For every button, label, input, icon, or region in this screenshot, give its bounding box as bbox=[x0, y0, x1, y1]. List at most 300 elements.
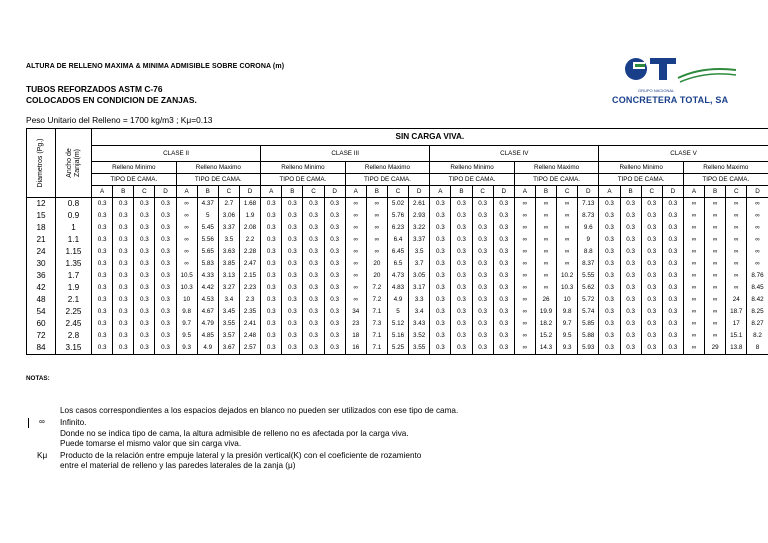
bedding-type-header: TIPO DE CAMA. bbox=[430, 174, 515, 186]
value-cell: 2.7 bbox=[218, 198, 239, 211]
bedding-letter: B bbox=[705, 186, 726, 198]
value-cell: 0.3 bbox=[155, 318, 176, 330]
value-cell: ∞ bbox=[535, 258, 556, 270]
trench-width-cell: 1.9 bbox=[56, 282, 92, 294]
subtitle-condition: COLOCADOS EN CONDICION DE ZANJAS. bbox=[26, 95, 197, 105]
value-cell: 10.3 bbox=[557, 282, 578, 294]
value-cell: 0.3 bbox=[324, 306, 345, 318]
value-cell: 0.3 bbox=[451, 342, 472, 355]
value-cell: 0.3 bbox=[261, 246, 282, 258]
diameter-cell: 42 bbox=[27, 282, 56, 294]
value-cell: 9.7 bbox=[557, 318, 578, 330]
value-cell: 0.3 bbox=[472, 318, 493, 330]
trench-width-cell: 2.25 bbox=[56, 306, 92, 318]
header-no-live-load: SIN CARGA VIVA. bbox=[92, 129, 768, 146]
value-cell: 0.3 bbox=[599, 330, 620, 342]
bedding-letter: C bbox=[134, 186, 155, 198]
trench-width-cell: 0.8 bbox=[56, 198, 92, 211]
value-cell: 5.93 bbox=[578, 342, 599, 355]
value-cell: 0.3 bbox=[155, 210, 176, 222]
value-cell: 0.3 bbox=[641, 210, 662, 222]
value-cell: 0.3 bbox=[113, 246, 134, 258]
value-cell: 0.3 bbox=[134, 198, 155, 211]
fill-max-header: Relleno Maximo bbox=[683, 162, 768, 174]
diameter-cell: 36 bbox=[27, 270, 56, 282]
value-cell: ∞ bbox=[345, 258, 366, 270]
value-cell: 0.3 bbox=[282, 222, 303, 234]
value-cell: 0.3 bbox=[261, 282, 282, 294]
value-cell: 0.3 bbox=[493, 210, 514, 222]
value-cell: 0.3 bbox=[620, 282, 641, 294]
value-cell: 14.3 bbox=[535, 342, 556, 355]
value-cell: 15.1 bbox=[726, 330, 747, 342]
value-cell: ∞ bbox=[557, 234, 578, 246]
value-cell: 0.3 bbox=[92, 318, 113, 330]
value-cell: 0.3 bbox=[641, 270, 662, 282]
value-cell: ∞ bbox=[514, 330, 535, 342]
value-cell: 0.3 bbox=[493, 342, 514, 355]
fill-min-header: Relleno Minimo bbox=[430, 162, 515, 174]
value-cell: 6.4 bbox=[387, 234, 408, 246]
value-cell: 0.3 bbox=[451, 318, 472, 330]
text-cursor bbox=[28, 418, 29, 428]
value-cell: 0.3 bbox=[430, 234, 451, 246]
value-cell: 0.3 bbox=[282, 198, 303, 211]
document-title: ALTURA DE RELLENO MAXIMA & MINIMA ADMISIBLE SOBRE CORONA (m) bbox=[26, 63, 285, 70]
value-cell: 0.3 bbox=[324, 342, 345, 355]
value-cell: 18.2 bbox=[535, 318, 556, 330]
value-cell: 0.3 bbox=[324, 270, 345, 282]
bedding-letter: C bbox=[557, 186, 578, 198]
value-cell: 0.3 bbox=[620, 234, 641, 246]
value-cell: ∞ bbox=[366, 246, 387, 258]
value-cell: 0.3 bbox=[472, 294, 493, 306]
value-cell: 0.3 bbox=[451, 234, 472, 246]
value-cell: 0.3 bbox=[451, 258, 472, 270]
value-cell: 0.3 bbox=[472, 234, 493, 246]
value-cell: ∞ bbox=[345, 282, 366, 294]
value-cell: ∞ bbox=[705, 270, 726, 282]
value-cell: 0.3 bbox=[324, 330, 345, 342]
value-cell: 0.3 bbox=[641, 330, 662, 342]
value-cell: 7.2 bbox=[366, 294, 387, 306]
fill-min-header: Relleno Minimo bbox=[92, 162, 177, 174]
value-cell: 0.3 bbox=[134, 330, 155, 342]
value-cell: 3.37 bbox=[409, 234, 430, 246]
bedding-letter: D bbox=[324, 186, 345, 198]
value-cell: ∞ bbox=[345, 294, 366, 306]
value-cell: 0.3 bbox=[282, 330, 303, 342]
value-cell: 0.3 bbox=[155, 198, 176, 211]
value-cell: 3.4 bbox=[218, 294, 239, 306]
value-cell: ∞ bbox=[176, 222, 197, 234]
value-cell: ∞ bbox=[514, 234, 535, 246]
value-cell: ∞ bbox=[345, 222, 366, 234]
value-cell: 0.3 bbox=[92, 246, 113, 258]
value-cell: 0.3 bbox=[662, 210, 683, 222]
value-cell: 0.3 bbox=[155, 234, 176, 246]
bedding-letter: A bbox=[599, 186, 620, 198]
value-cell: 0.3 bbox=[303, 330, 324, 342]
value-cell: 0.3 bbox=[641, 294, 662, 306]
diameter-cell: 12 bbox=[27, 198, 56, 211]
value-cell: 0.3 bbox=[451, 270, 472, 282]
bedding-letter: B bbox=[535, 186, 556, 198]
value-cell: 0.3 bbox=[620, 246, 641, 258]
value-cell: 0.3 bbox=[430, 246, 451, 258]
value-cell: 0.3 bbox=[599, 234, 620, 246]
value-cell: ∞ bbox=[683, 318, 704, 330]
diameter-cell: 54 bbox=[27, 306, 56, 318]
value-cell: 0.3 bbox=[493, 222, 514, 234]
value-cell: ∞ bbox=[747, 258, 768, 270]
value-cell: 0.3 bbox=[430, 306, 451, 318]
value-cell: 0.3 bbox=[451, 306, 472, 318]
bedding-letter: D bbox=[578, 186, 599, 198]
value-cell: 0.3 bbox=[493, 282, 514, 294]
value-cell: ∞ bbox=[683, 222, 704, 234]
value-cell: 5.65 bbox=[197, 246, 218, 258]
value-cell: 4.33 bbox=[197, 270, 218, 282]
value-cell: 17 bbox=[726, 318, 747, 330]
bedding-letter: C bbox=[218, 186, 239, 198]
value-cell: 13.8 bbox=[726, 342, 747, 355]
value-cell: 0.3 bbox=[113, 270, 134, 282]
value-cell: 1.9 bbox=[239, 210, 260, 222]
value-cell: 2.61 bbox=[409, 198, 430, 211]
trench-width-cell: 1 bbox=[56, 222, 92, 234]
value-cell: ∞ bbox=[176, 246, 197, 258]
value-cell: 0.3 bbox=[493, 198, 514, 211]
value-cell: 3.27 bbox=[218, 282, 239, 294]
value-cell: 0.3 bbox=[92, 342, 113, 355]
fill-height-table bbox=[26, 128, 768, 355]
table-row bbox=[27, 234, 768, 246]
logo-group-text: GRUPO NACIONAL bbox=[638, 88, 675, 93]
value-cell: ∞ bbox=[683, 198, 704, 211]
value-cell: 0.3 bbox=[430, 198, 451, 211]
value-cell: ∞ bbox=[747, 222, 768, 234]
value-cell: ∞ bbox=[726, 282, 747, 294]
value-cell: ∞ bbox=[557, 258, 578, 270]
value-cell: ∞ bbox=[705, 318, 726, 330]
value-cell: ∞ bbox=[366, 234, 387, 246]
value-cell: 0.3 bbox=[324, 282, 345, 294]
value-cell: 0.3 bbox=[113, 198, 134, 211]
value-cell: 0.3 bbox=[261, 330, 282, 342]
value-cell: 0.3 bbox=[620, 270, 641, 282]
value-cell: ∞ bbox=[705, 246, 726, 258]
value-cell: 0.3 bbox=[430, 282, 451, 294]
value-cell: ∞ bbox=[514, 318, 535, 330]
value-cell: 4.9 bbox=[197, 342, 218, 355]
value-cell: 0.3 bbox=[303, 198, 324, 211]
value-cell: 0.3 bbox=[620, 342, 641, 355]
value-cell: 0.3 bbox=[155, 270, 176, 282]
value-cell: 7.3 bbox=[366, 318, 387, 330]
bedding-letter: B bbox=[620, 186, 641, 198]
value-cell: 0.3 bbox=[662, 330, 683, 342]
value-cell: 0.3 bbox=[92, 258, 113, 270]
bedding-letter: D bbox=[155, 186, 176, 198]
company-name: CONCRETERA TOTAL, SA bbox=[612, 95, 729, 105]
table-row bbox=[27, 342, 768, 355]
value-cell: 0.3 bbox=[493, 234, 514, 246]
value-cell: 3.17 bbox=[409, 282, 430, 294]
value-cell: 0.3 bbox=[451, 330, 472, 342]
trench-width-cell: 1.1 bbox=[56, 234, 92, 246]
value-cell: 3.5 bbox=[218, 234, 239, 246]
value-cell: 8.8 bbox=[578, 246, 599, 258]
value-cell: 5 bbox=[197, 210, 218, 222]
value-cell: 0.3 bbox=[472, 282, 493, 294]
value-cell: 4.9 bbox=[387, 294, 408, 306]
table-row bbox=[27, 294, 768, 306]
bedding-letter: C bbox=[726, 186, 747, 198]
value-cell: 9.3 bbox=[176, 342, 197, 355]
value-cell: 7.2 bbox=[366, 282, 387, 294]
table-row bbox=[27, 306, 768, 318]
value-cell: ∞ bbox=[705, 258, 726, 270]
value-cell: 8.25 bbox=[747, 306, 768, 318]
value-cell: 0.3 bbox=[92, 210, 113, 222]
value-cell: 0.3 bbox=[282, 294, 303, 306]
value-cell: 0.3 bbox=[662, 306, 683, 318]
value-cell: ∞ bbox=[366, 210, 387, 222]
bedding-letter: A bbox=[176, 186, 197, 198]
value-cell: ∞ bbox=[176, 210, 197, 222]
value-cell: 0.3 bbox=[92, 282, 113, 294]
value-cell: ∞ bbox=[705, 222, 726, 234]
value-cell: 16 bbox=[345, 342, 366, 355]
note-same-value: Puede tomarse el mismo valor que sin carga viva. bbox=[60, 439, 242, 448]
value-cell: 0.3 bbox=[134, 306, 155, 318]
value-cell: 0.3 bbox=[430, 258, 451, 270]
value-cell: 0.3 bbox=[324, 318, 345, 330]
value-cell: ∞ bbox=[557, 210, 578, 222]
value-cell: 0.3 bbox=[134, 222, 155, 234]
value-cell: ∞ bbox=[345, 234, 366, 246]
bedding-letter: B bbox=[282, 186, 303, 198]
value-cell: 9.5 bbox=[557, 330, 578, 342]
value-cell: ∞ bbox=[514, 246, 535, 258]
value-cell: 0.3 bbox=[134, 294, 155, 306]
value-cell: 0.3 bbox=[599, 318, 620, 330]
trench-width-cell: 1.7 bbox=[56, 270, 92, 282]
value-cell: 5.45 bbox=[197, 222, 218, 234]
value-cell: 0.3 bbox=[261, 258, 282, 270]
value-cell: 3.45 bbox=[218, 306, 239, 318]
value-cell: 4.79 bbox=[197, 318, 218, 330]
value-cell: ∞ bbox=[726, 210, 747, 222]
value-cell: ∞ bbox=[514, 282, 535, 294]
value-cell: 8.2 bbox=[747, 330, 768, 342]
bedding-letter: D bbox=[239, 186, 260, 198]
value-cell: 10 bbox=[557, 294, 578, 306]
value-cell: 0.3 bbox=[282, 270, 303, 282]
value-cell: 5 bbox=[387, 306, 408, 318]
value-cell: ∞ bbox=[535, 198, 556, 211]
value-cell: 0.3 bbox=[113, 234, 134, 246]
value-cell: 0.3 bbox=[599, 342, 620, 355]
value-cell: 15.2 bbox=[535, 330, 556, 342]
bedding-type-header: TIPO DE CAMA. bbox=[345, 174, 430, 186]
bedding-type-header: TIPO DE CAMA. bbox=[92, 174, 177, 186]
value-cell: 0.3 bbox=[493, 258, 514, 270]
value-cell: 0.3 bbox=[134, 270, 155, 282]
value-cell: 9.8 bbox=[557, 306, 578, 318]
value-cell: 4.53 bbox=[197, 294, 218, 306]
value-cell: 3.37 bbox=[218, 222, 239, 234]
class-header: CLASE II bbox=[92, 146, 261, 162]
value-cell: 0.3 bbox=[641, 234, 662, 246]
value-cell: 0.3 bbox=[92, 198, 113, 211]
bedding-letter: A bbox=[683, 186, 704, 198]
value-cell: 0.3 bbox=[261, 306, 282, 318]
value-cell: ∞ bbox=[176, 198, 197, 211]
value-cell: 8.37 bbox=[578, 258, 599, 270]
diameter-cell: 72 bbox=[27, 330, 56, 342]
value-cell: 2.28 bbox=[239, 246, 260, 258]
value-cell: 0.3 bbox=[303, 318, 324, 330]
value-cell: 3.57 bbox=[218, 330, 239, 342]
value-cell: ∞ bbox=[705, 330, 726, 342]
trench-width-cell: 3.15 bbox=[56, 342, 92, 355]
value-cell: 0.3 bbox=[303, 270, 324, 282]
value-cell: 7.1 bbox=[366, 330, 387, 342]
value-cell: 0.3 bbox=[472, 246, 493, 258]
subtitle-tubes: TUBOS REFORZADOS ASTM C-76 bbox=[26, 84, 163, 94]
value-cell: ∞ bbox=[705, 282, 726, 294]
value-cell: 19.9 bbox=[535, 306, 556, 318]
value-cell: 3.5 bbox=[409, 246, 430, 258]
value-cell: 0.3 bbox=[324, 246, 345, 258]
value-cell: 0.3 bbox=[641, 198, 662, 211]
value-cell: 0.3 bbox=[472, 210, 493, 222]
value-cell: 5.55 bbox=[578, 270, 599, 282]
value-cell: 5.25 bbox=[387, 342, 408, 355]
value-cell: 0.3 bbox=[662, 222, 683, 234]
value-cell: 2.3 bbox=[239, 294, 260, 306]
value-cell: ∞ bbox=[705, 198, 726, 211]
value-cell: ∞ bbox=[514, 294, 535, 306]
value-cell: ∞ bbox=[535, 222, 556, 234]
value-cell: 3.7 bbox=[409, 258, 430, 270]
value-cell: 0.3 bbox=[599, 246, 620, 258]
bedding-letter: B bbox=[113, 186, 134, 198]
value-cell: ∞ bbox=[345, 246, 366, 258]
value-cell: ∞ bbox=[366, 222, 387, 234]
value-cell: 0.3 bbox=[641, 258, 662, 270]
value-cell: 24 bbox=[726, 294, 747, 306]
value-cell: 0.3 bbox=[620, 258, 641, 270]
value-cell: 4.67 bbox=[197, 306, 218, 318]
value-cell: 9 bbox=[578, 234, 599, 246]
bedding-letter: B bbox=[451, 186, 472, 198]
value-cell: ∞ bbox=[345, 210, 366, 222]
table-row bbox=[27, 246, 768, 258]
bedding-type-header: TIPO DE CAMA. bbox=[176, 174, 261, 186]
value-cell: 0.3 bbox=[92, 270, 113, 282]
value-cell: 0.3 bbox=[282, 282, 303, 294]
value-cell: 0.3 bbox=[155, 258, 176, 270]
value-cell: ∞ bbox=[683, 270, 704, 282]
value-cell: 0.3 bbox=[282, 318, 303, 330]
value-cell: 0.3 bbox=[472, 270, 493, 282]
value-cell: 0.3 bbox=[113, 306, 134, 318]
value-cell: 2.93 bbox=[409, 210, 430, 222]
col-header-diameter bbox=[27, 129, 56, 198]
value-cell: 0.3 bbox=[662, 342, 683, 355]
value-cell: ∞ bbox=[683, 246, 704, 258]
value-cell: 0.3 bbox=[493, 306, 514, 318]
diameter-cell: 84 bbox=[27, 342, 56, 355]
value-cell: 2.08 bbox=[239, 222, 260, 234]
diameter-cell: 60 bbox=[27, 318, 56, 330]
bedding-letter: A bbox=[92, 186, 113, 198]
fill-min-header: Relleno Minimo bbox=[261, 162, 346, 174]
note-k-mu-definition: Producto de la relación entre empuje lateral y la presión vertical(K) con el coeficiente de rozamiento bbox=[60, 451, 422, 460]
value-cell: 0.3 bbox=[620, 294, 641, 306]
value-cell: 0.3 bbox=[282, 234, 303, 246]
value-cell: 0.3 bbox=[430, 294, 451, 306]
value-cell: 3.3 bbox=[409, 294, 430, 306]
value-cell: 0.3 bbox=[472, 198, 493, 211]
value-cell: 0.3 bbox=[155, 330, 176, 342]
value-cell: 0.3 bbox=[599, 306, 620, 318]
value-cell: 0.3 bbox=[303, 234, 324, 246]
value-cell: 0.3 bbox=[493, 246, 514, 258]
value-cell: 2.15 bbox=[239, 270, 260, 282]
value-cell: 0.3 bbox=[113, 210, 134, 222]
value-cell: 0.3 bbox=[599, 198, 620, 211]
value-cell: 0.3 bbox=[155, 246, 176, 258]
notes-label: NOTAS: bbox=[26, 375, 50, 382]
value-cell: 8.73 bbox=[578, 210, 599, 222]
value-cell: 3.22 bbox=[409, 222, 430, 234]
value-cell: 0.3 bbox=[134, 258, 155, 270]
value-cell: 0.3 bbox=[134, 246, 155, 258]
class-header: CLASE V bbox=[599, 146, 768, 162]
value-cell: 0.3 bbox=[472, 222, 493, 234]
value-cell: 0.3 bbox=[261, 342, 282, 355]
value-cell: 0.3 bbox=[620, 306, 641, 318]
value-cell: 0.3 bbox=[451, 294, 472, 306]
value-cell: 5.12 bbox=[387, 318, 408, 330]
value-cell: 0.3 bbox=[155, 282, 176, 294]
value-cell: 2.35 bbox=[239, 306, 260, 318]
value-cell: 0.3 bbox=[493, 318, 514, 330]
value-cell: 4.83 bbox=[387, 282, 408, 294]
value-cell: 2.47 bbox=[239, 258, 260, 270]
value-cell: 10.5 bbox=[176, 270, 197, 282]
value-cell: ∞ bbox=[514, 258, 535, 270]
value-cell: 0.3 bbox=[493, 270, 514, 282]
value-cell: 0.3 bbox=[303, 210, 324, 222]
value-cell: 0.3 bbox=[472, 258, 493, 270]
col-header-trench-width bbox=[56, 129, 92, 198]
value-cell: 0.3 bbox=[430, 318, 451, 330]
value-cell: 0.3 bbox=[134, 210, 155, 222]
value-cell: 0.3 bbox=[662, 246, 683, 258]
table-row bbox=[27, 210, 768, 222]
trench-width-cell: 2.8 bbox=[56, 330, 92, 342]
value-cell: 5.83 bbox=[197, 258, 218, 270]
bedding-letter: A bbox=[345, 186, 366, 198]
value-cell: 0.3 bbox=[620, 318, 641, 330]
value-cell: 0.3 bbox=[113, 330, 134, 342]
value-cell: 2.48 bbox=[239, 330, 260, 342]
